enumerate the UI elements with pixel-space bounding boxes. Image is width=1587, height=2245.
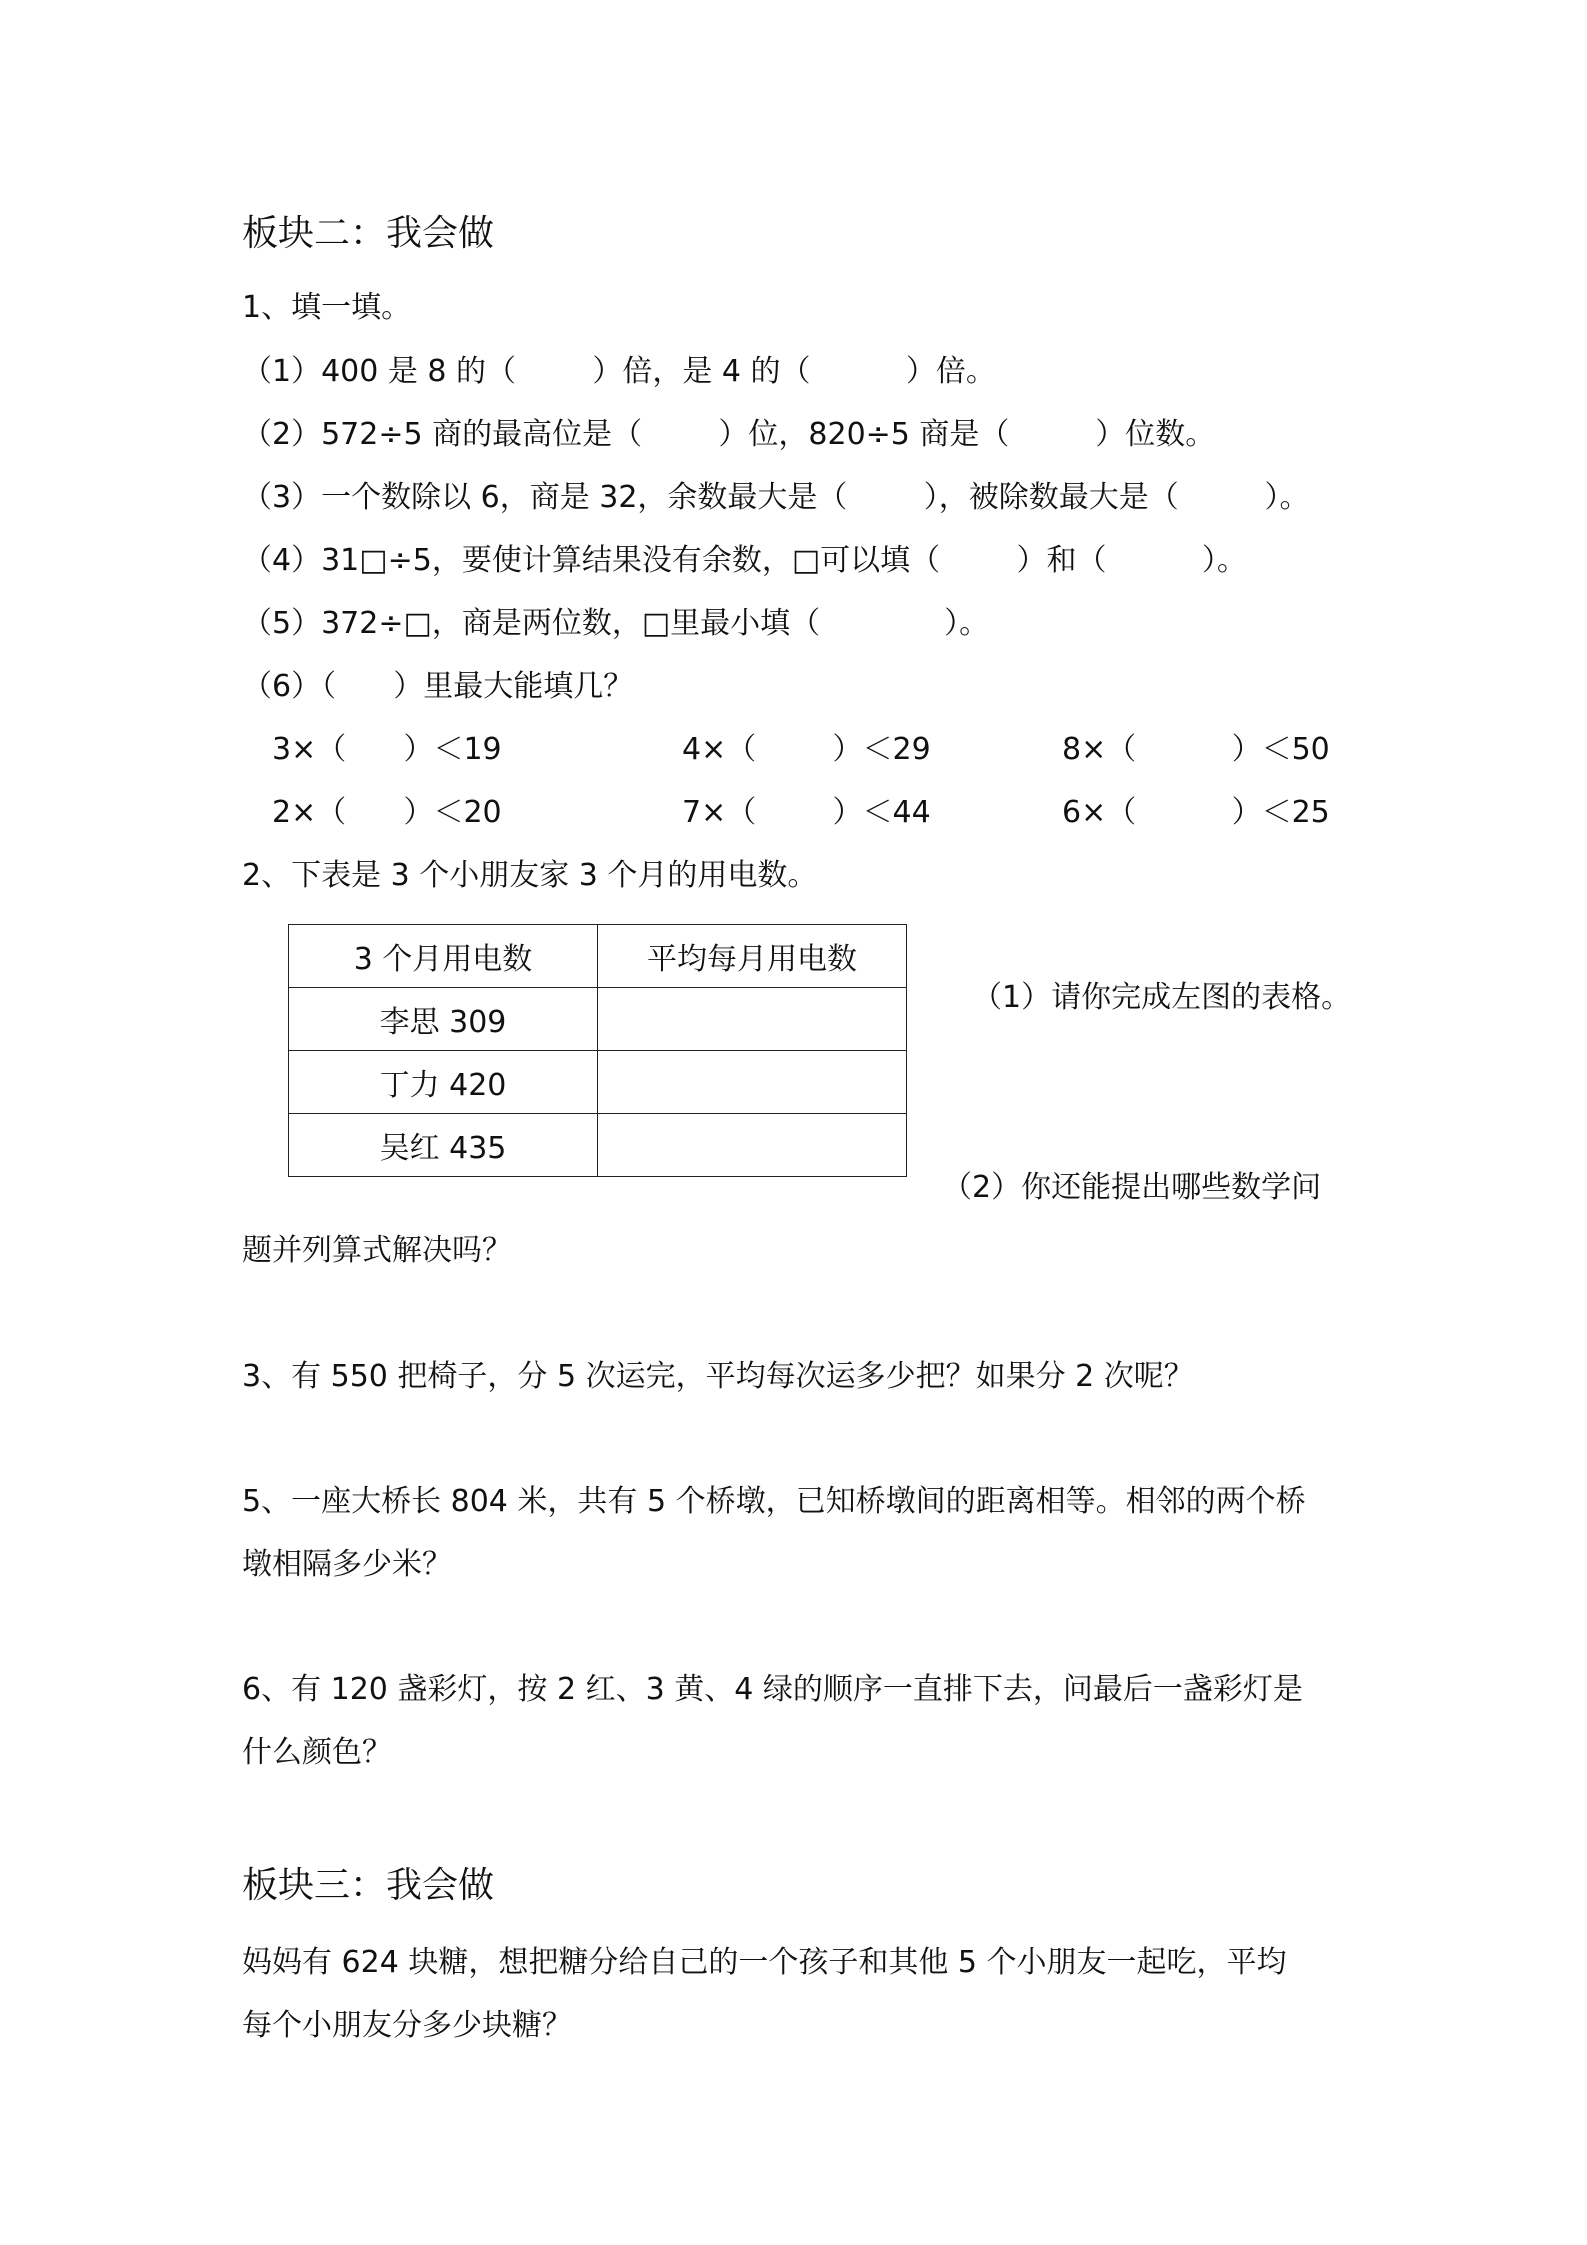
comparison-1-3: 8×（ ）＜50 [1062,732,1330,767]
table-cell: 丁力 420 [289,1051,598,1114]
q5-line2: 墩相隔多少米？ [242,1547,452,1582]
table-cell: 吴红 435 [289,1114,598,1177]
q6-line1: 6、有 120 盏彩灯，按 2 红、3 黄、4 绿的顺序一直排下去，问最后一盏彩灯是 [242,1672,1303,1707]
table-header-row [289,925,907,988]
q2-sub1: （1）请你完成左图的表格。 [972,980,1352,1015]
comparison-1-1: 3×（ ）＜19 [272,732,502,767]
q1-item-1: （1）400 是 8 的（ ）倍，是 4 的（ ）倍。 [242,354,996,389]
q1-item-4: （4）31□÷5，要使计算结果没有余数，□可以填（ ）和（ ）。 [242,543,1247,578]
table-cell [598,1114,907,1177]
q1-item-6: （6）（ ）里最大能填几？ [242,669,634,704]
comparison-1-2: 4×（ ）＜29 [682,732,931,767]
q1-item-3: （3）一个数除以 6，商是 32，余数最大是（ ），被除数最大是（ ）。 [242,480,1310,515]
table-cell [598,1051,907,1114]
section3-line1: 妈妈有 624 块糖，想把糖分给自己的一个孩子和其他 5 个小朋友一起吃，平均 [242,1945,1287,1980]
comparison-2-1: 2×（ ）＜20 [272,795,502,830]
table-header-cell: 平均每月用电数 [598,925,907,988]
table-row [289,1114,907,1177]
section3-title: 板块三：我会做 [242,1865,495,1906]
q2-sub2: （2）你还能提出哪些数学问 [942,1170,1322,1205]
q1-item-5: （5）372÷□，商是两位数，□里最小填（ ）。 [242,606,990,641]
table-cell [598,988,907,1051]
q1-title: 1、填一填。 [242,290,412,325]
q2-title: 2、下表是 3 个小朋友家 3 个月的用电数。 [242,858,818,893]
electricity-table [288,924,907,1177]
q6-line2: 什么颜色？ [242,1735,392,1770]
q3: 3、有 550 把椅子，分 5 次运完，平均每次运多少把？如果分 2 次呢？ [242,1359,1194,1394]
table-row [289,988,907,1051]
table-header-cell: 3 个月用电数 [289,925,598,988]
comparison-2-2: 7×（ ）＜44 [682,795,931,830]
table-cell: 李思 309 [289,988,598,1051]
q5-line1: 5、一座大桥长 804 米，共有 5 个桥墩，已知桥墩间的距离相等。相邻的两个桥 [242,1484,1306,1519]
section3-line2: 每个小朋友分多少块糖？ [242,2008,572,2043]
q2-sub2-continued: 题并列算式解决吗？ [242,1233,512,1268]
comparison-2-3: 6×（ ）＜25 [1062,795,1330,830]
q1-item-2: （2）572÷5 商的最高位是（ ）位，820÷5 商是（ ）位数。 [242,417,1216,452]
section2-title: 板块二：我会做 [242,213,495,254]
table-row [289,1051,907,1114]
